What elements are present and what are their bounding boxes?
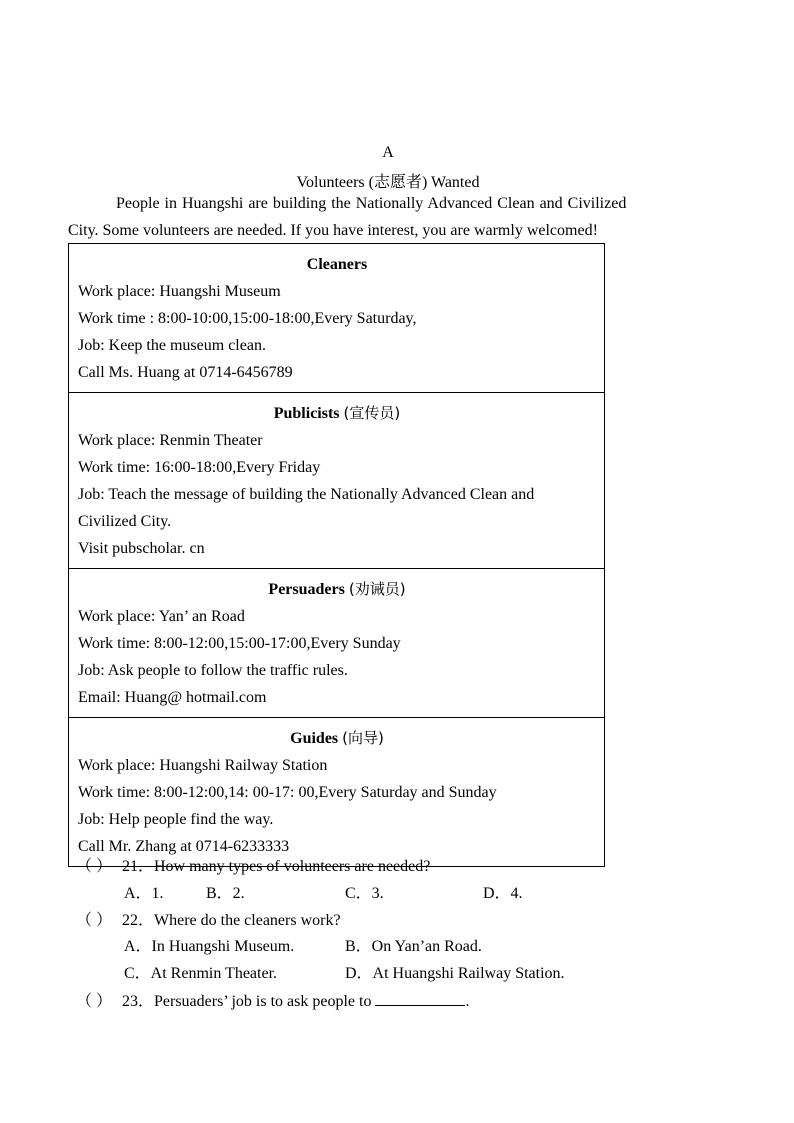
job-row-guides — [69, 718, 605, 867]
job-place: Work place: Huangshi Museum — [78, 283, 281, 300]
job-time: Work time: 8:00-12:00,15:00-17:00,Every Sunday — [78, 635, 401, 652]
option-c: C．3. — [345, 885, 384, 902]
job-title — [78, 576, 596, 603]
question-21 — [76, 853, 430, 876]
job-title — [78, 251, 596, 278]
job-title-en: Cleaners — [306, 256, 368, 273]
job-row-persuaders — [69, 569, 605, 718]
job-title-cn: (劝诫员) — [348, 580, 406, 598]
job-title — [78, 400, 596, 427]
job-title-en: Publicists — [273, 405, 340, 422]
option-c: C．At Renmin Theater. — [124, 965, 278, 982]
intro-line-2: City. Some volunteers are needed. If you have interest, you are warmly welcomed! — [68, 222, 598, 239]
question-text: 21．How many types of volunteers are needed? — [122, 858, 431, 875]
answer-blank[interactable]: （ ） — [76, 993, 113, 1010]
option-d: D．At Huangshi Railway Station. — [345, 965, 565, 982]
fill-in-blank[interactable] — [375, 991, 465, 1006]
answer-blank[interactable]: （ ） — [76, 912, 113, 929]
option-a: A．In Huangshi Museum. — [124, 938, 295, 955]
job-description: Job: Help people find the way. — [78, 811, 274, 828]
job-title-en: Persuaders — [268, 581, 345, 598]
job-contact: Email: Huang@ hotmail.com — [78, 689, 267, 706]
job-cell — [69, 569, 605, 718]
intro-line-1: People in Huangshi are building the Nationally Advanced Clean and Civilized — [116, 195, 627, 212]
question-end: . — [465, 993, 470, 1010]
passage-letter: A — [382, 144, 394, 161]
option-d: D．4. — [483, 885, 523, 902]
job-time: Work time: 8:00-12:00,14: 00-17: 00,Every Saturday and Sunday — [78, 784, 497, 801]
job-title-cn: (宣传员) — [343, 404, 401, 422]
option-b: B．On Yan’an Road. — [345, 938, 482, 955]
job-cell — [69, 718, 605, 867]
job-title — [78, 725, 596, 752]
question-23 — [76, 988, 469, 1011]
passage-title: Volunteers (志愿者) Wanted — [296, 174, 480, 191]
job-description: Job: Keep the museum clean. — [78, 337, 266, 354]
option-a: A．1. — [124, 885, 164, 902]
job-contact: Visit pubscholar. cn — [78, 540, 205, 557]
job-description: Job: Ask people to follow the traffic rules. — [78, 662, 348, 679]
job-title-en: Guides — [290, 730, 339, 747]
job-time: Work time: 16:00-18:00,Every Friday — [78, 459, 321, 476]
job-place: Work place: Huangshi Railway Station — [78, 757, 328, 774]
question-text: 22．Where do the cleaners work? — [122, 912, 341, 929]
option-b: B．2. — [206, 885, 245, 902]
job-contact: Call Ms. Huang at 0714-6456789 — [78, 364, 293, 381]
job-title-cn: (向导) — [342, 729, 384, 747]
answer-blank[interactable]: （ ） — [76, 858, 113, 875]
question-22 — [76, 907, 341, 930]
job-place: Work place: Yan’ an Road — [78, 608, 245, 625]
volunteer-jobs-table — [68, 243, 605, 867]
job-cell — [69, 244, 605, 393]
job-row-publicists — [69, 393, 605, 569]
job-description: Job: Teach the message of building the Nationally Advanced Clean and Civilized City. — [78, 486, 535, 530]
job-cell — [69, 393, 605, 569]
job-place: Work place: Renmin Theater — [78, 432, 263, 449]
job-time: Work time : 8:00-10:00,15:00-18:00,Every Saturday, — [78, 310, 417, 327]
question-text: 23．Persuaders’ job is to ask people to — [122, 993, 372, 1010]
job-contact: Call Mr. Zhang at 0714-6233333 — [78, 838, 290, 855]
job-row-cleaners — [69, 244, 605, 393]
